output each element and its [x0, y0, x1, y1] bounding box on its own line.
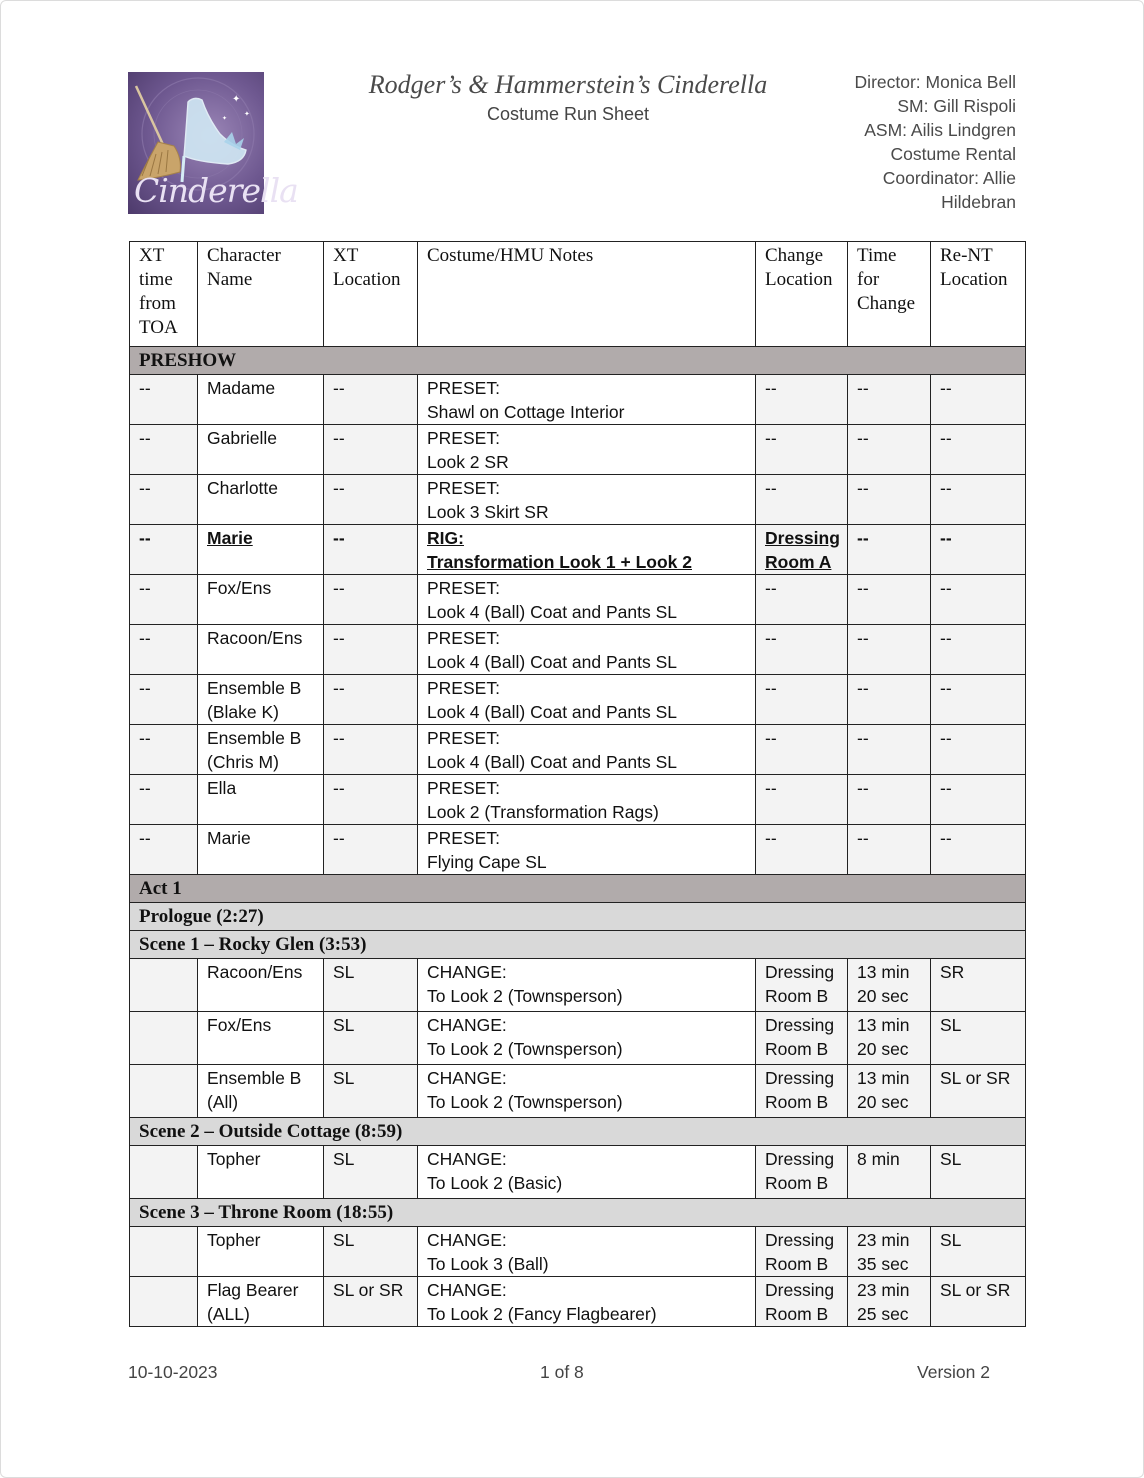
cell-rent-location: SL — [931, 1227, 1026, 1277]
cell-change-location: -- — [756, 825, 848, 875]
title-block — [330, 70, 806, 125]
section-label: Scene 3 – Throne Room (18:55) — [130, 1199, 1026, 1227]
section-label: Act 1 — [130, 875, 1026, 903]
cell-time-for-change: -- — [848, 475, 931, 525]
section-row-act1 — [130, 875, 1026, 903]
cell-rent-location: SL — [931, 1146, 1026, 1199]
cell-xt-location: SL — [324, 1065, 418, 1118]
cell-xt-location: -- — [324, 775, 418, 825]
table-row — [130, 1227, 1026, 1277]
cell-xt-location: SL — [324, 1227, 418, 1277]
cell-character-name: Racoon/Ens — [198, 959, 324, 1012]
scene-row-scene2 — [130, 1118, 1026, 1146]
table-row — [130, 625, 1026, 675]
col-header-time-for-change: Time for Change — [848, 242, 931, 347]
cell-character-name: Marie — [198, 825, 324, 875]
cell-change-location: Dressing Room A — [756, 525, 848, 575]
cell-change-location: -- — [756, 625, 848, 675]
document-subtitle: Costume Run Sheet — [486, 104, 650, 124]
cell-rent-location: SR — [931, 959, 1026, 1012]
cell-xt-time — [130, 1146, 198, 1199]
cell-notes: PRESET: Look 2 (Transformation Rags) — [418, 775, 756, 825]
cell-rent-location: -- — [931, 625, 1026, 675]
cell-xt-time — [130, 959, 198, 1012]
cell-xt-location: -- — [324, 725, 418, 775]
cell-notes: PRESET: Look 4 (Ball) Coat and Pants SL — [418, 575, 756, 625]
cell-character-name: Fox/Ens — [198, 575, 324, 625]
cell-xt-time — [130, 1227, 198, 1277]
cell-rent-location: -- — [931, 425, 1026, 475]
cell-xt-time — [130, 1012, 198, 1065]
cell-notes: RIG: Transformation Look 1 + Look 2 — [418, 525, 756, 575]
cell-xt-location: -- — [324, 825, 418, 875]
cell-notes: PRESET: Look 4 (Ball) Coat and Pants SL — [418, 625, 756, 675]
cell-character-name: Ensemble B (Blake K) — [198, 675, 324, 725]
cell-change-location: -- — [756, 475, 848, 525]
table-row — [130, 959, 1026, 1012]
footer-date: 10-10-2023 — [128, 1362, 218, 1382]
cell-notes: CHANGE: To Look 2 (Townsperson) — [418, 1012, 756, 1065]
cell-xt-location: SL or SR — [324, 1277, 418, 1327]
cell-xt-time: -- — [130, 825, 198, 875]
cell-change-location: Dressing Room B — [756, 959, 848, 1012]
table-row — [130, 425, 1026, 475]
svg-text:✦: ✦ — [244, 110, 250, 118]
cell-rent-location: -- — [931, 825, 1026, 875]
cell-time-for-change: 13 min 20 sec — [848, 1012, 931, 1065]
table-row — [130, 475, 1026, 525]
table-row — [130, 1277, 1026, 1327]
cell-rent-location: SL or SR — [931, 1277, 1026, 1327]
cell-xt-location: SL — [324, 959, 418, 1012]
col-header-character-name: Character Name — [198, 242, 324, 347]
cell-rent-location: -- — [931, 525, 1026, 575]
cell-character-name: Ella — [198, 775, 324, 825]
cell-change-location: -- — [756, 575, 848, 625]
cell-rent-location: -- — [931, 475, 1026, 525]
table-row — [130, 775, 1026, 825]
col-header-xt-time: XT time from TOA — [130, 242, 198, 347]
section-row-preshow — [130, 347, 1026, 375]
cell-time-for-change: 8 min — [848, 1146, 931, 1199]
cell-character-name: Charlotte — [198, 475, 324, 525]
cell-time-for-change: 23 min 25 sec — [848, 1277, 931, 1327]
table-row — [130, 1012, 1026, 1065]
cell-xt-location: -- — [324, 375, 418, 425]
col-header-change-location: Change Location — [756, 242, 848, 347]
cell-character-name: Madame — [198, 375, 324, 425]
cell-notes: PRESET: Flying Cape SL — [418, 825, 756, 875]
cell-change-location: -- — [756, 375, 848, 425]
cell-xt-time: -- — [130, 475, 198, 525]
cell-change-location: Dressing Room B — [756, 1277, 848, 1327]
table-row — [130, 1146, 1026, 1199]
table-row — [130, 375, 1026, 425]
cell-change-location: Dressing Room B — [756, 1065, 848, 1118]
cell-notes: PRESET: Look 3 Skirt SR — [418, 475, 756, 525]
cell-xt-time: -- — [130, 675, 198, 725]
cell-notes: PRESET: Shawl on Cottage Interior — [418, 375, 756, 425]
scene-row-scene3 — [130, 1199, 1026, 1227]
cell-xt-time: -- — [130, 575, 198, 625]
col-header-xt-location: XT Location — [324, 242, 418, 347]
cell-rent-location: SL or SR — [931, 1065, 1026, 1118]
cell-notes: PRESET: Look 4 (Ball) Coat and Pants SL — [418, 675, 756, 725]
cell-xt-location: -- — [324, 575, 418, 625]
staff-list — [820, 70, 1016, 214]
cell-xt-time: -- — [130, 525, 198, 575]
cell-change-location: Dressing Room B — [756, 1012, 848, 1065]
table-row — [130, 675, 1026, 725]
cell-xt-location: -- — [324, 525, 418, 575]
scene-row-prologue — [130, 903, 1026, 931]
cell-xt-location: SL — [324, 1146, 418, 1199]
col-header-rent-location: Re-NT Location — [931, 242, 1026, 347]
staff-line: Coordinator: Allie — [882, 168, 1016, 188]
svg-text:✦: ✦ — [232, 94, 241, 105]
cell-rent-location: -- — [931, 725, 1026, 775]
cell-xt-location: -- — [324, 625, 418, 675]
cell-time-for-change: -- — [848, 825, 931, 875]
cell-xt-time — [130, 1277, 198, 1327]
cell-xt-location: SL — [324, 1012, 418, 1065]
cell-time-for-change: -- — [848, 625, 931, 675]
cell-character-name: Racoon/Ens — [198, 625, 324, 675]
logo-text: Cinderella — [134, 171, 298, 210]
costume-run-table — [129, 241, 1026, 1327]
cell-xt-time: -- — [130, 425, 198, 475]
cell-notes: CHANGE: To Look 2 (Townsperson) — [418, 959, 756, 1012]
cell-time-for-change: -- — [848, 525, 931, 575]
cell-notes: CHANGE: To Look 2 (Basic) — [418, 1146, 756, 1199]
cell-time-for-change: -- — [848, 425, 931, 475]
cell-notes: CHANGE: To Look 3 (Ball) — [418, 1227, 756, 1277]
staff-line: ASM: Ailis Lindgren — [864, 120, 1016, 140]
cell-xt-time: -- — [130, 725, 198, 775]
cell-character-name: Fox/Ens — [198, 1012, 324, 1065]
cell-xt-location: -- — [324, 675, 418, 725]
cell-change-location: Dressing Room B — [756, 1146, 848, 1199]
cell-notes: PRESET: Look 2 SR — [418, 425, 756, 475]
cell-time-for-change: -- — [848, 675, 931, 725]
table-header-row — [130, 242, 1026, 347]
staff-line: Hildebran — [941, 192, 1016, 212]
cell-change-location: Dressing Room B — [756, 1227, 848, 1277]
staff-line: SM: Gill Rispoli — [897, 96, 1016, 116]
table-row — [130, 1065, 1026, 1118]
cinderella-logo — [128, 72, 298, 214]
col-header-notes: Costume/HMU Notes — [418, 242, 756, 347]
table-row — [130, 525, 1026, 575]
cell-rent-location: -- — [931, 375, 1026, 425]
svg-text:✦: ✦ — [222, 115, 228, 122]
cell-character-name: Topher — [198, 1227, 324, 1277]
section-label: Scene 2 – Outside Cottage (8:59) — [130, 1118, 1026, 1146]
cell-xt-time: -- — [130, 625, 198, 675]
cell-character-name: Gabrielle — [198, 425, 324, 475]
cell-time-for-change: 23 min 35 sec — [848, 1227, 931, 1277]
footer-page-number: 1 of 8 — [540, 1362, 584, 1382]
cell-xt-location: -- — [324, 425, 418, 475]
cell-time-for-change: -- — [848, 375, 931, 425]
cell-time-for-change: -- — [848, 725, 931, 775]
cell-notes: CHANGE: To Look 2 (Townsperson) — [418, 1065, 756, 1118]
table-row — [130, 725, 1026, 775]
staff-line: Director: Monica Bell — [854, 72, 1016, 92]
document-title: Rodger’s & Hammerstein’s Cinderella — [368, 70, 768, 99]
cell-change-location: -- — [756, 775, 848, 825]
cell-character-name: Marie — [198, 525, 324, 575]
cell-rent-location: -- — [931, 775, 1026, 825]
cell-rent-location: -- — [931, 675, 1026, 725]
cell-xt-time — [130, 1065, 198, 1118]
cell-time-for-change: 13 min 20 sec — [848, 959, 931, 1012]
cell-change-location: -- — [756, 725, 848, 775]
cell-character-name: Topher — [198, 1146, 324, 1199]
cell-xt-time: -- — [130, 375, 198, 425]
section-label: Scene 1 – Rocky Glen (3:53) — [130, 931, 1026, 959]
staff-line: Costume Rental — [890, 144, 1016, 164]
section-label: PRESHOW — [130, 347, 1026, 375]
cell-xt-location: -- — [324, 475, 418, 525]
cell-rent-location: SL — [931, 1012, 1026, 1065]
cell-notes: PRESET: Look 4 (Ball) Coat and Pants SL — [418, 725, 756, 775]
cell-xt-time: -- — [130, 775, 198, 825]
cell-change-location: -- — [756, 675, 848, 725]
footer-version: Version 2 — [917, 1362, 990, 1382]
table-row — [130, 575, 1026, 625]
cell-time-for-change: 13 min 20 sec — [848, 1065, 931, 1118]
cell-notes: CHANGE: To Look 2 (Fancy Flagbearer) — [418, 1277, 756, 1327]
cell-character-name: Flag Bearer (ALL) — [198, 1277, 324, 1327]
cell-change-location: -- — [756, 425, 848, 475]
cell-rent-location: -- — [931, 575, 1026, 625]
section-label: Prologue (2:27) — [130, 903, 1026, 931]
cell-time-for-change: -- — [848, 575, 931, 625]
scene-row-scene1 — [130, 931, 1026, 959]
cell-character-name: Ensemble B (All) — [198, 1065, 324, 1118]
cell-character-name: Ensemble B (Chris M) — [198, 725, 324, 775]
cell-time-for-change: -- — [848, 775, 931, 825]
table-row — [130, 825, 1026, 875]
